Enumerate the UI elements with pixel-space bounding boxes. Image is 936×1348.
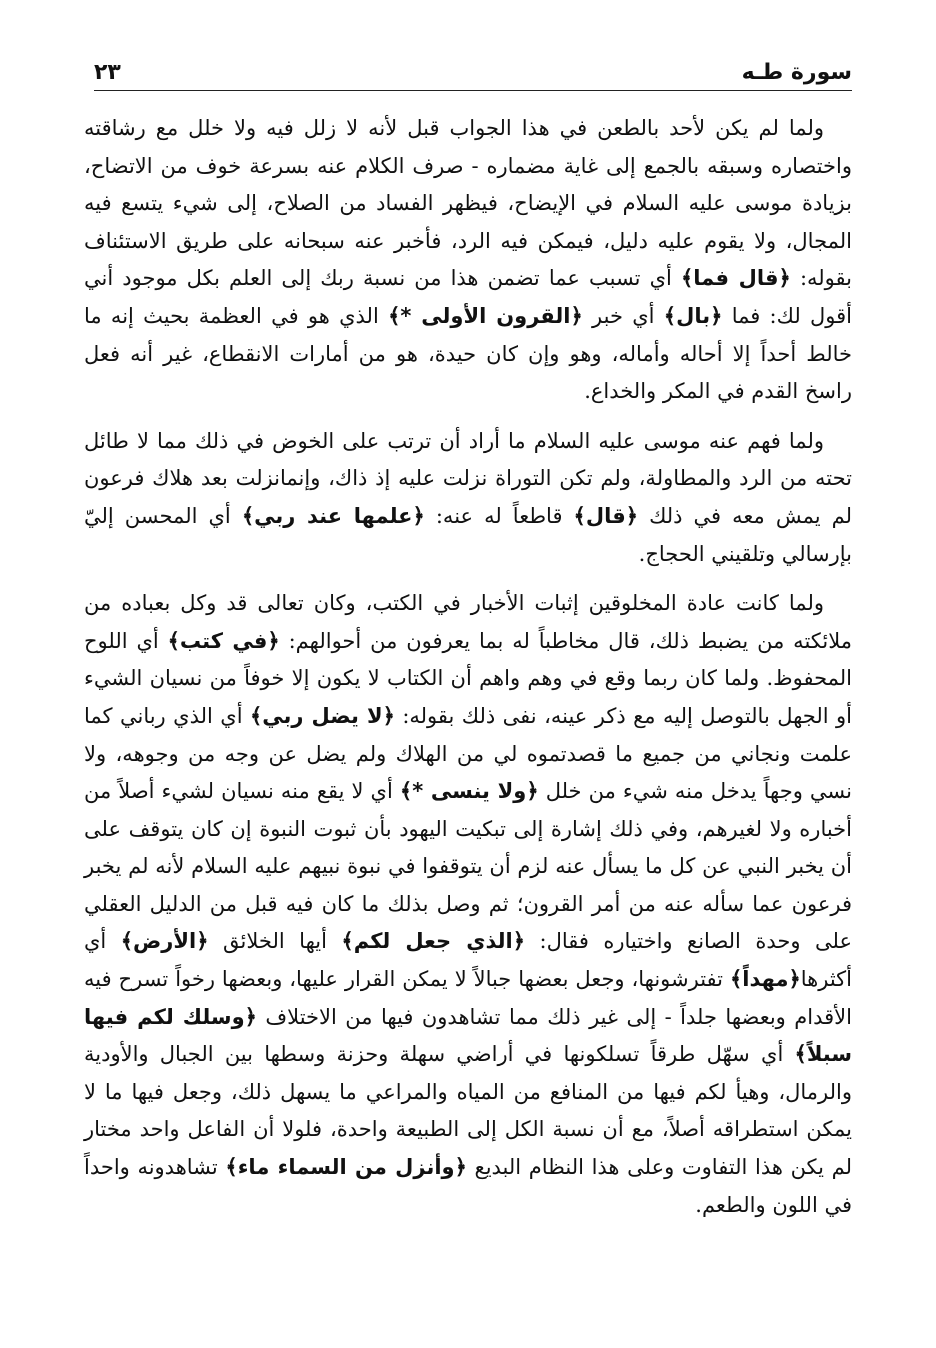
body-span: أي لا يقع منه نسيان لشيء أصلاً من أخباره ولا لغيرهم، وفي ذلك إشارة إلى تبكيت اليهود بأن ثبوت النبوة إن كان يتوقف على أن يخبر النبي عن كل ما يسأل عنه لزم أن يتوقفوا في نبوة نبيهم عليه السلام لأنه لم يخبر فرعون عما سأله عنه من أمر القرون؛ ثم وصل بذلك ما كان فيه قبل من الدليل العقلي على وحدة الصانع واختياره فقال: <box>84 779 852 954</box>
paragraph <box>84 110 852 411</box>
quran-quote: ﴿قال﴾ <box>573 503 639 528</box>
body-span: ولما كانت عادة المخلوقين إثبات الأخبار في الكتب، وكان تعالى قد وكل بعباده من ملائكته من يضبط ذلك، قال مخاطباً له بما يعرفون من أحوالهم: <box>84 591 852 653</box>
quran-quote: ﴿قال فما﴾ <box>680 266 791 291</box>
quran-quote: ﴿القرون الأولى *﴾ <box>388 303 583 328</box>
body-span: أي اللوح المحفوظ. ولما كان ربما وقع في وهم واهم أن الكتاب لا يكون إلا خوفاً من نسيان الشيء أو الجهل بالتوصل إليه مع ذكر عينه، نفى ذلك بقوله: <box>84 628 853 728</box>
surah-name: سورة طـه <box>741 60 852 85</box>
body-span: الذي هو في العظمة بحيث إنه ما خالط أحداً إلا أحاله وأماله، وهو وإن كان حيدة، هو من أمارات الانقطاع، غير أنه فعل راسخ القدم في المكر والخداع. <box>84 303 852 404</box>
body-span: أي الذي رباني كما علمت ونجاني من جميع ما قصدتموه لي من الهلاك ولم يضل عن وجه من وجوهه، ولا نسي وجهاً يدخل منه شيء من خلل <box>84 703 852 804</box>
body-span: أي أكثرها <box>84 929 852 992</box>
page-number: ٢٣ <box>94 60 121 85</box>
body-span: ولما فهم عنه موسى عليه السلام ما أراد أن ترتب على الخوض في ذلك مما لا طائل تحته من الرد والمطاولة، ولم تكن التوراة نزلت عليه إذ ذاك، وإنمانزلت بعد هلاك فرعون لم يمش معه في ذلك <box>84 428 853 528</box>
body-span: تفترشونها، وجعل بعضها جبالاً لا يمكن القرار عليها، وبعضها رخواً تسرح فيه الأقدام وبعضها جلداً - إلى غير ذلك مما تشاهدون فيها من الاختلاف <box>84 967 852 1029</box>
quran-quote: ﴿وأنزل من السماء ماء﴾ <box>225 1155 467 1180</box>
paragraph <box>84 585 852 1224</box>
body-span: أي خبر <box>582 303 664 328</box>
body-span: أي المحسن إليّ بإرسالي وتلقيني الحجاج. <box>84 503 852 566</box>
body-span: أي سهّل طرقاً تسلكونها في أراضي سهلة وحزنة وسطها بين الجبال والأودية والرمال، وهيأ لكم فيها من المنافع من المياه والمراعي ما يسهل ذلك، وجعل فيها ما لا يمكن استطراقه أصلاً، مع أن نسبة الكل إلى الطبيعة واحدة، فلولا أن الفاعل واحد مختار لم يكن هذا التفاوت وعلى هذا النظام البديع <box>84 1042 853 1180</box>
quran-quote: ﴿ولا ينسى *﴾ <box>399 779 539 804</box>
body-span: قاطعاً له عنه: <box>424 503 574 528</box>
quran-quote: ﴿في كتب﴾ <box>167 628 280 653</box>
quran-quote: ﴿مهداً﴾ <box>729 967 801 992</box>
body-text <box>84 110 852 1236</box>
quran-quote: ﴿الذي جعل لكم﴾ <box>341 929 526 954</box>
quran-quote: ﴿الأرض﴾ <box>120 929 209 954</box>
body-span: ولما لم يكن لأحد بالطعن في هذا الجواب قبل لأنه لا زلل فيه ولا خلل مع رشاقته واختصاره وسبقه بالجمع إلى غاية مضماره - صرف الكلام عنه بسرعة خوف من الاتضاح، بزيادة موسى عليه السلام في الإيضاح، فيظهر الفساد من الصلاح، إلى شيء يتسع فيه المجال، ولا يقوم عليه دليل، فيمكن فيه الرد، فأخبر عنه سبحانه على طريق الاستئناف بقوله: <box>84 116 852 291</box>
quran-quote: ﴿لا يضل ربي﴾ <box>249 703 395 728</box>
quran-quote: ﴿علمها عند ربي﴾ <box>241 503 425 528</box>
quran-quote: ﴿وسلك لكم فيها سبلاً﴾ <box>84 1004 852 1067</box>
quran-quote: ﴿بال﴾ <box>663 303 723 328</box>
body-span: تشاهدونه واحداً في اللون والطعم. <box>84 1155 852 1217</box>
page-header <box>94 56 852 91</box>
body-span: أي تسبب عما تضمن هذا من نسبة ربك إلى العلم بكل موجود أني أقول لك: فما <box>84 266 852 328</box>
body-span: أيها الخلائق <box>208 929 342 954</box>
paragraph <box>84 423 852 573</box>
